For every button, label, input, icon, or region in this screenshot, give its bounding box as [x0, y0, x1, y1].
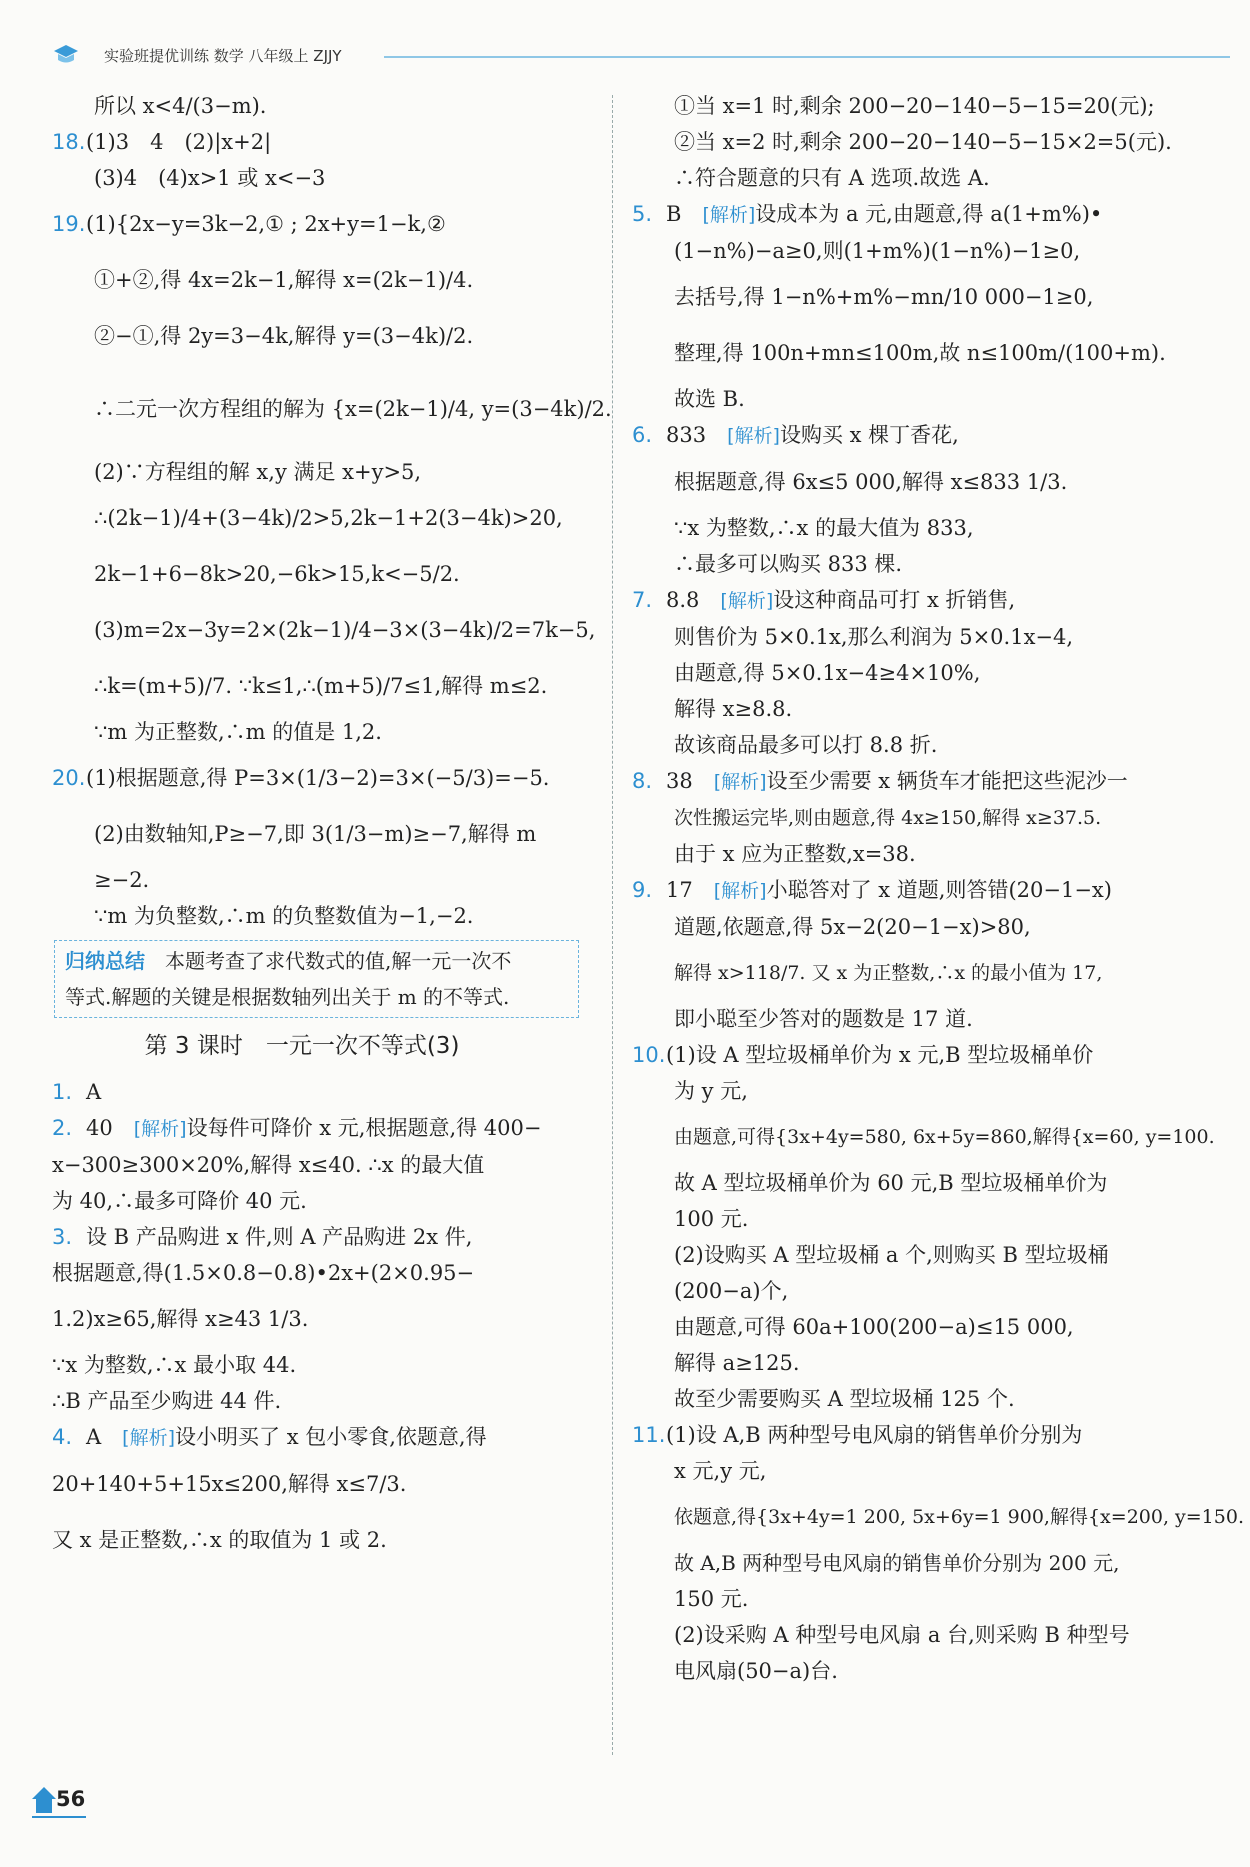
question-number: 11. — [632, 1423, 666, 1447]
text-line: ∵x 为整数,∴x 最小取 44. — [52, 1353, 297, 1377]
question-number: 5. — [632, 202, 653, 226]
question-number: 7. — [632, 588, 653, 612]
analysis-tag: [ 解析 ] — [702, 204, 755, 226]
question-number: 3. — [52, 1225, 73, 1249]
answer: 8.8 — [666, 588, 700, 612]
text-line: 为 40,∴最多可降价 40 元. — [52, 1189, 307, 1213]
text-line: 故至少需要购买 A 型垃圾桶 125 个. — [674, 1387, 1015, 1411]
question-number: 10. — [632, 1043, 666, 1067]
text-line: 依题意,得{3x+4y=1 200, 5x+6y=1 900,解得{x=200, y=150. — [674, 1506, 1244, 1528]
text-line: (2)设购买 A 型垃圾桶 a 个,则购买 B 型垃圾桶 — [674, 1243, 1109, 1267]
text-line: 解得 x≥8.8. — [674, 697, 793, 721]
text-line: 由题意,可得 60a+100(200−a)≤15 000, — [674, 1315, 1074, 1339]
text-line: 整理,得 100n+mn≤100m,故 n≤100m/(100+m). — [674, 341, 1166, 365]
page-number: 56 — [56, 1787, 86, 1811]
text-line: 即小聪至少答对的题数是 17 道. — [674, 1007, 973, 1031]
text-line: 设每件可降价 x 元,根据题意,得 400− — [186, 1116, 542, 1140]
text-line: 设成本为 a 元,由题意,得 a(1+m%)• — [755, 202, 1103, 226]
text-line: 设至少需要 x 辆货车才能把这些泥沙一 — [766, 769, 1128, 793]
text-line: ∴B 产品至少购进 44 件. — [52, 1389, 282, 1413]
question-number: 9. — [632, 878, 653, 902]
answer: 40 — [86, 1116, 113, 1140]
text-line: ①当 x=1 时,剩余 200−20−140−5−15=20(元); — [674, 94, 1155, 118]
text-line: 根据题意,得 6x≤5 000,解得 x≤833 1/3. — [674, 470, 1068, 494]
text-line: 故选 B. — [674, 387, 745, 411]
text-line: ∴(2k−1)/4+(3−4k)/2>5,2k−1+2(3−4k)>20, — [94, 506, 563, 530]
question-number: 19. — [52, 212, 86, 236]
text-line: (1)设 A,B 两种型号电风扇的销售单价分别为 — [666, 1423, 1083, 1447]
text-line: 道题,依题意,得 5x−2(20−1−x)>80, — [674, 915, 1031, 939]
lesson-title: 第 3 课时 一元一次不等式(3) — [144, 1033, 460, 1059]
text-line: 设 B 产品购进 x 件,则 A 产品购进 2x 件, — [86, 1225, 473, 1249]
text-line: ∴符合题意的只有 A 选项.故选 A. — [674, 166, 990, 190]
text-line: ∴k=(m+5)/7. ∵k≤1,∴(m+5)/7≤1,解得 m≤2. — [94, 674, 548, 698]
question-number: 20. — [52, 766, 86, 790]
text-line: ∵m 为正整数,∴m 的值是 1,2. — [94, 720, 382, 744]
text-line: 解得 a≥125. — [674, 1351, 800, 1375]
text-line: A — [86, 1080, 102, 1104]
question-number: 1. — [52, 1080, 73, 1104]
text-line: ①+②,得 4x=2k−1,解得 x=(2k−1)/4. — [94, 268, 474, 292]
text-line: (1−n%)−a≥0,则(1+m%)(1−n%)−1≥0, — [674, 239, 1081, 263]
text-line: (1)设 A 型垃圾桶单价为 x 元,B 型垃圾桶单价 — [666, 1043, 1094, 1067]
text-line: x 元,y 元, — [674, 1459, 767, 1483]
analysis-tag: [ 解析 ] — [714, 771, 767, 793]
right-column — [632, 88, 1244, 1689]
text-line: ∴二元一次方程组的解为 {x=(2k−1)/4, y=(3−4k)/2. — [94, 397, 612, 421]
column-divider — [612, 95, 613, 1755]
analysis-tag: [ 解析 ] — [727, 425, 780, 447]
text-line: 由题意,可得{3x+4y=580, 6x+5y=860,解得{x=60, y=100. — [674, 1126, 1215, 1148]
text-line: 故 A,B 两种型号电风扇的销售单价分别为 200 元, — [674, 1551, 1120, 1575]
text-line: 20+140+5+15x≤200,解得 x≤7/3. — [52, 1472, 407, 1496]
text-line: (1)3 4 (2)|x+2| — [86, 130, 272, 154]
text-line: 150 元. — [674, 1587, 749, 1611]
text-line: 设这种商品可打 x 折销售, — [773, 588, 1016, 612]
text-line: 由于 x 应为正整数,x=38. — [674, 842, 916, 866]
text-line: x−300≥300×20%,解得 x≤40. ∴x 的最大值 — [52, 1153, 485, 1177]
text-line: 故该商品最多可以打 8.8 折. — [674, 733, 938, 757]
text-line: 则售价为 5×0.1x,那么利润为 5×0.1x−4, — [674, 625, 1074, 649]
text-line: ≥−2. — [94, 868, 150, 892]
text-line: (2)∵方程组的解 x,y 满足 x+y>5, — [94, 460, 422, 484]
answer: 17 — [666, 878, 693, 902]
summary-box — [54, 940, 579, 1018]
summary-text: 等式.解题的关键是根据数轴列出关于 m 的不等式. — [65, 985, 510, 1009]
analysis-tag: [ 解析 ] — [122, 1427, 175, 1449]
text-line: 设小明买了 x 包小零食,依题意,得 — [175, 1425, 487, 1449]
text-line: (200−a)个, — [674, 1279, 789, 1303]
text-line: 为 y 元, — [674, 1079, 748, 1103]
answer: B — [666, 202, 682, 226]
question-number: 2. — [52, 1116, 73, 1140]
text-line: 根据题意,得(1.5×0.8−0.8)•2x+(2×0.95− — [52, 1261, 475, 1285]
text-line: 解得 x>118/7. 又 x 为正整数,∴x 的最小值为 17, — [674, 962, 1103, 984]
text-line: ∴最多可以购买 833 棵. — [674, 552, 903, 576]
summary-label: 归纳总结 — [65, 949, 145, 973]
book-logo-icon — [52, 42, 80, 66]
text-line: ∵m 为负整数,∴m 的负整数值为−1,−2. — [94, 904, 474, 928]
text-line: 设购买 x 棵丁香花, — [779, 423, 959, 447]
text-line: (1){2x−y=3k−2,① ; 2x+y=1−k,② — [86, 212, 446, 236]
text-line: (2)设采购 A 种型号电风扇 a 台,则采购 B 种型号 — [674, 1623, 1130, 1647]
analysis-tag: [ 解析 ] — [720, 590, 773, 612]
text-line: 次性搬运完毕,则由题意,得 4x≥150,解得 x≥37.5. — [674, 807, 1102, 829]
text-line: ②当 x=2 时,剩余 200−20−140−5−15×2=5(元). — [674, 130, 1172, 154]
question-number: 6. — [632, 423, 653, 447]
header-rule — [384, 56, 1230, 58]
text-line: ∵x 为整数,∴x 的最大值为 833, — [674, 516, 974, 540]
text-line: 故 A 型垃圾桶单价为 60 元,B 型垃圾桶单价为 — [674, 1171, 1108, 1195]
question-number: 18. — [52, 130, 86, 154]
text-line: (3)m=2x−3y=2×(2k−1)/4−3×(3−4k)/2=7k−5, — [94, 618, 596, 642]
answer: 38 — [666, 769, 693, 793]
page-number-badge — [30, 1783, 90, 1823]
question-number: 4. — [52, 1425, 73, 1449]
book-title: 实验班提优训练 数学 八年级上 ZJJY — [104, 47, 342, 65]
text-line: (3)4 (4)x>1 或 x<−3 — [94, 166, 326, 190]
left-column — [52, 88, 612, 1568]
text-line: (2)由数轴知,P≥−7,即 3(1/3−m)≥−7,解得 m — [94, 822, 537, 846]
analysis-tag: [ 解析 ] — [134, 1118, 187, 1140]
text-line: (1)根据题意,得 P=3×(1/3−2)=3×(−5/3)=−5. — [86, 766, 550, 790]
text-line: 电风扇(50−a)台. — [674, 1659, 838, 1683]
summary-text: 本题考查了求代数式的值,解一元一次不 — [165, 949, 512, 973]
page-header — [52, 40, 1180, 70]
answer: 833 — [666, 423, 707, 447]
text-line: 1.2)x≥65,解得 x≥43 1/3. — [52, 1307, 309, 1331]
analysis-tag: [ 解析 ] — [714, 880, 767, 902]
text-line: 2k−1+6−8k>20,−6k>15,k<−5/2. — [94, 562, 460, 586]
question-number: 8. — [632, 769, 653, 793]
text-line: 所以 x<4/(3−m). — [94, 94, 267, 118]
answer: A — [86, 1425, 102, 1449]
text-line: 又 x 是正整数,∴x 的取值为 1 或 2. — [52, 1528, 387, 1552]
text-line: 小聪答对了 x 道题,则答错(20−1−x) — [766, 878, 1112, 902]
text-line: 去括号,得 1−n%+m%−mn/10 000−1≥0, — [674, 285, 1094, 309]
text-line: 由题意,得 5×0.1x−4≥4×10%, — [674, 661, 981, 685]
text-line: ②−①,得 2y=3−4k,解得 y=(3−4k)/2. — [94, 324, 474, 348]
text-line: 100 元. — [674, 1207, 749, 1231]
